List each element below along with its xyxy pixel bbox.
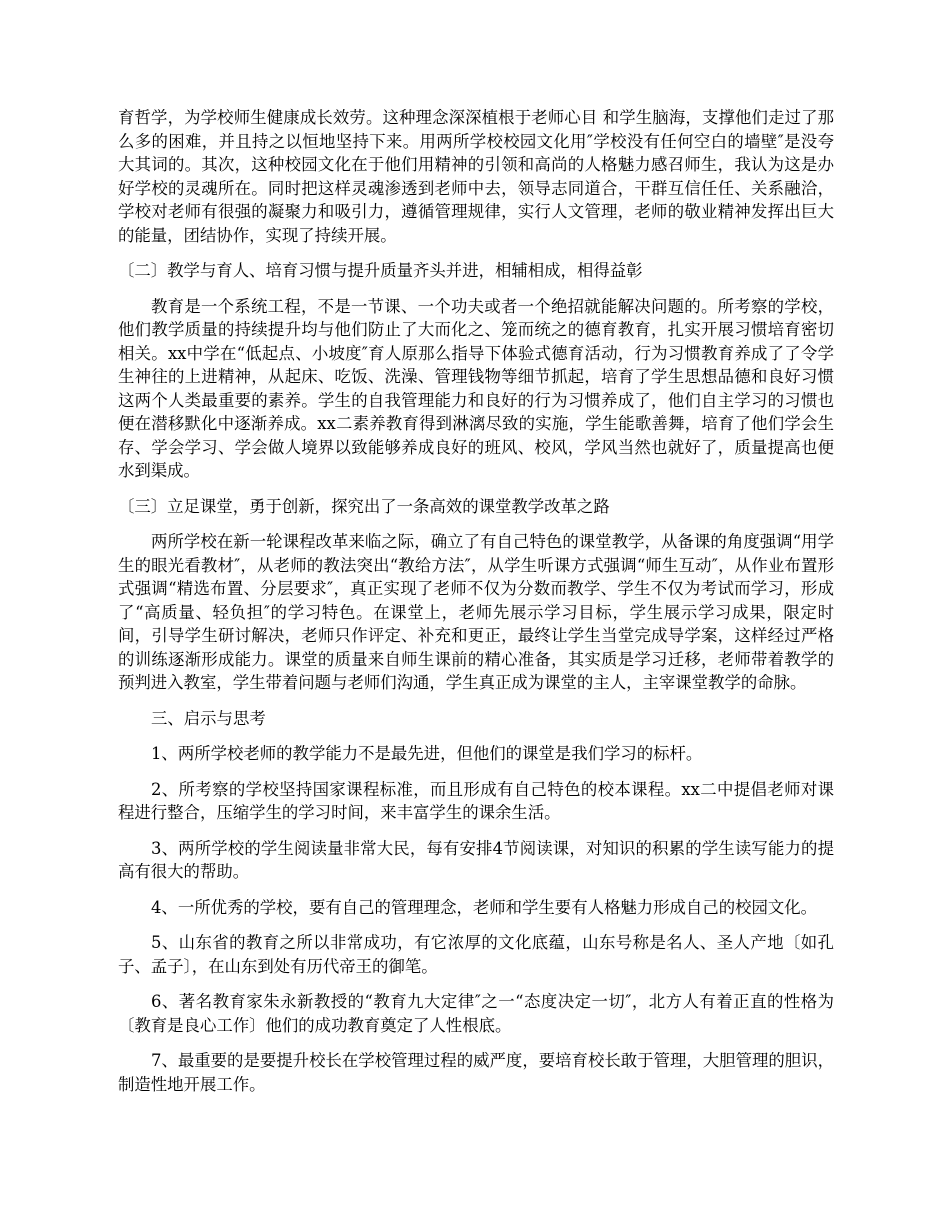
document-page (118, 106, 834, 1108)
intro-paragraph: 育哲学，为学校师生健康成长效劳。这种理念深深植根于老师心目 和学生脑海，支撑他们走过了那么多的困难，并且持之以恒地坚持下来。用两所学校校园文化用″学校没有任何空白的墙壁″是没夸大其词的。其次，这种校园文化在于他们用精神的引领和高尚的人格魅力感召师生，我认为这是办好学校的灵魂所在。同时把这样灵魂渗透到老师中去，领导志同道合，干群互信任任、关系融洽，学校对老师有很强的凝聚力和吸引力，遵循管理规律，实行人文管理，老师的敬业精神发挥出巨大的能量，团结协作，实现了持续开展。 (118, 108, 834, 245)
insights-section-title: 三、启示与思考 (151, 708, 266, 728)
list-item: 7、最重要的是要提升校长在学校管理过程的威严度，要培育校长敢于管理，大胆管理的胆识，制造性地开展工作。 (118, 1051, 834, 1094)
list-item: 4、一所优秀的学校，要有自己的管理理念，老师和学生要有人格魅力形成自己的校园文化。 (151, 897, 818, 917)
list-item: 6、著名教育家朱永新教授的“教育九大定律″之一“态度决定一切″，北方人有着正直的性格为〔教育是良心工作〕他们的成功教育奠定了人性根底。 (118, 992, 834, 1035)
list-item: 3、两所学校的学生阅读量非常大民，每有安排4节阅读课，对知识的积累的学生读写能力的提高有很大的帮助。 (118, 838, 834, 881)
list-item: 5、山东省的教育之所以非常成功，有它浓厚的文化底蕴，山东号称是名人、圣人产地〔如孔子、孟子〕，在山东到处有历代帝王的御笔。 (118, 933, 834, 976)
list-item: 2、所考察的学校坚持国家课程标准，而且形成有自己特色的校本课程。xx二中提倡老师对课程进行整合，压缩学生的学习时间，来丰富学生的课余生活。 (118, 779, 834, 822)
section-heading-3: 〔三〕立足课堂，勇于创新，探究出了一条高效的课堂教学改革之路 (118, 496, 610, 516)
section-2-paragraph: 教育是一个系统工程，不是一节课、一个功夫或者一个绝招就能解决问题的。所考察的学校，他们教学质量的持续提升均与他们防止了大而化之、笼而统之的德育教育，扎实开展习惯培育密切相关。xx中学在“低起点、小坡度″育人原那么指导下体验式德育活动，行为习惯教育养成了了令学生神往的上进精神，从起床、吃饭、洗澡、管理钱物等细节抓起，培育了学生思想品德和良好习惯这两个人类最重要的素养。学生的自我管理能力和良好的行为习惯养成了，他们自主学习的习惯也便在潜移默化中逐渐养成。xx二素养教育得到淋漓尽致的实施，学生能歌善舞，培育了他们学会生存、学会学习、学会做人境界以致能够养成良好的班风、校风，学风当然也就好了，质量提高也便水到渠成。 (118, 296, 834, 480)
section-3-paragraph: 两所学校在新一轮课程改革来临之际，确立了有自己特色的课堂教学，从备课的角度强调“用学生的眼光看教材″，从老师的教法突出“教给方法″，从学生听课方式强调“师生互动″，从作业布置形式强调“精选布置、分层要求″，真正实现了老师不仅为分数而教学、学生不仅为考试而学习，形成了“高质量、轻负担″的学习特色。在课堂上，老师先展示学习目标，学生展示学习成果，限定时间，引导学生研讨解决，老师只作评定、补充和更正，最终让学生当堂完成导学案，这样经过严格的训练逐渐形成能力。课堂的质量来自师生课前的精心准备，其实质是学习迁移，老师带着教学的预判进入教室，学生带着问题与老师们沟通，学生真正成为课堂的主人，主宰课堂教学的命脉。 (118, 532, 834, 692)
section-heading-2: 〔二〕教学与育人、培育习惯与提升质量齐头并进，相辅相成，相得益彰 (118, 261, 643, 280)
list-item: 1、两所学校老师的教学能力不是最先进，但他们的课堂是我们学习的标杆。 (151, 744, 703, 763)
